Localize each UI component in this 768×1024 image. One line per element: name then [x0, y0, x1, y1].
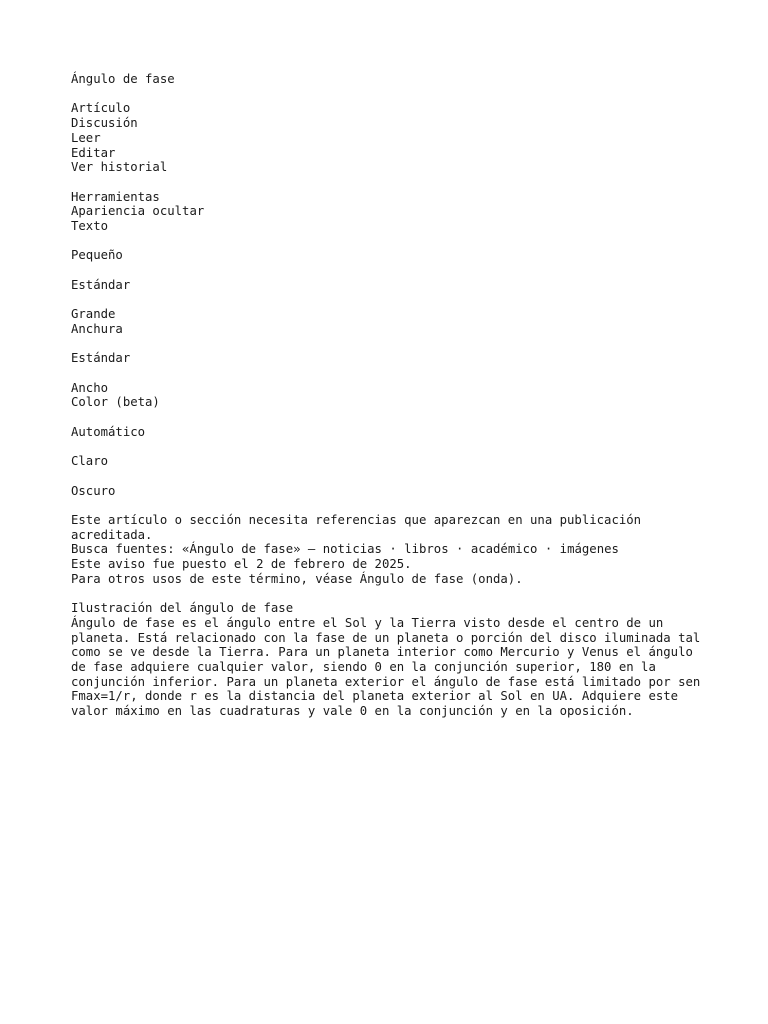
text-size-standard[interactable]: Estándar: [71, 277, 131, 292]
text-size-small[interactable]: Pequeño: [71, 248, 123, 263]
action-history[interactable]: Ver historial: [71, 160, 168, 175]
page-content: [71, 72, 711, 719]
action-read[interactable]: Leer: [71, 130, 101, 145]
color-light[interactable]: Claro: [71, 454, 109, 469]
source-link-academic[interactable]: académico: [470, 542, 538, 557]
text-size-label: Texto: [71, 219, 109, 233]
notice-text: Este artículo o sección necesita referencias que aparezcan en una publicación acreditada.: [71, 512, 642, 542]
separator: ·: [381, 542, 405, 557]
width-wide[interactable]: Ancho: [71, 380, 109, 395]
hatnote: Para otros usos de este término, véase Ángulo de fase (onda).: [71, 571, 523, 586]
source-link-news[interactable]: noticias: [322, 542, 382, 557]
article-body: Ángulo de fase es el ángulo entre el Sol y la Tierra visto desde el centro de un planeta. Está relacionado con la fase de un planeta o porción del disco iluminada tal como se ve desde la Tierra. Para un planeta interior como Mercurio y Venus el ángulo de fase adquiere cualquier valor, siendo 0 en la conjunción superior, 180 en la conjunción inferior. Para un planeta exterior el ángulo de fase está limitado por sen Fmax=1/r, donde r es la distancia del planeta exterior al Sol en UA. Adquiere este valor máximo en las cuadraturas y vale 0 en la conjunción y en la oposición.: [71, 615, 701, 719]
source-link-books[interactable]: libros: [404, 542, 449, 557]
color-label: Color (beta): [71, 395, 160, 410]
separator: ·: [537, 542, 560, 557]
tools-menu[interactable]: Herramientas: [71, 189, 160, 204]
width-standard[interactable]: Estándar: [71, 351, 131, 366]
separator: ·: [448, 542, 471, 557]
notice-sources: [71, 542, 711, 557]
text-size-large[interactable]: Grande: [71, 307, 116, 322]
tab-discussion[interactable]: Discusión: [71, 116, 138, 131]
color-automatic[interactable]: Automático: [71, 424, 146, 439]
color-dark[interactable]: Oscuro: [71, 483, 116, 498]
tab-article[interactable]: Artículo: [71, 101, 131, 116]
page-title: Ángulo de fase: [71, 72, 175, 86]
source-link-images[interactable]: imágenes: [559, 542, 619, 557]
action-edit[interactable]: Editar: [71, 145, 116, 160]
appearance-toggle[interactable]: Apariencia ocultar: [71, 204, 205, 219]
figure-caption: Ilustración del ángulo de fase: [71, 601, 294, 616]
sources-prefix: Busca fuentes: «Ángulo de fase» –: [71, 542, 323, 557]
notice-date: Este aviso fue puesto el 2 de febrero de 2025.: [71, 557, 412, 572]
width-label: Anchura: [71, 321, 123, 336]
